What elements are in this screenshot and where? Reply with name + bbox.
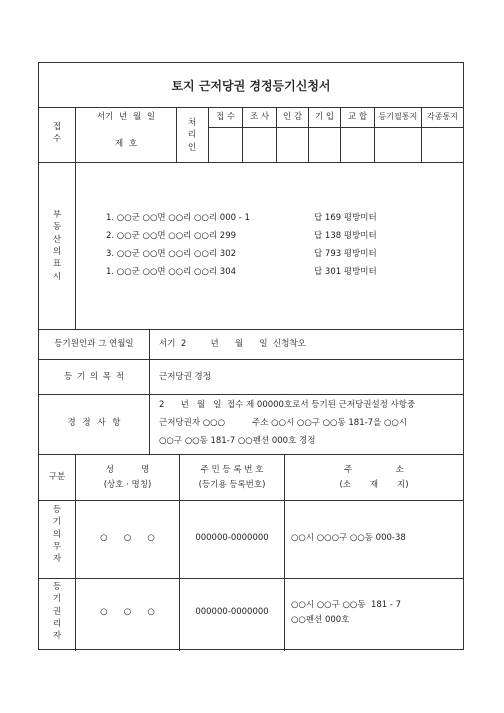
- col-inspection: 조 사: [249, 112, 270, 122]
- name-header: 성 명: [105, 465, 150, 475]
- cause-label: 등기원인과 그 연월일: [54, 339, 134, 349]
- divider: [39, 359, 463, 360]
- purpose-value: 근저당권 경정: [159, 372, 211, 382]
- correction-line: 2 년 월 일 접수 제 00000호로서 등기된 근저당권설정 사항중: [159, 400, 416, 410]
- correction-line: 근저당권자 ○○○ 주소 ○○시 ○○구 ○○동 181-7을 ○○시: [159, 418, 408, 428]
- rightholder-address: ○○시 ○○구 ○○동 181 - 7: [291, 600, 402, 610]
- divider: [149, 329, 150, 359]
- divider: [39, 162, 463, 163]
- divider: [176, 107, 177, 162]
- category-header: 구분: [48, 472, 66, 482]
- correction-line: ○○구 ○○동 181-7 ○○펜션 000호 경정: [159, 436, 316, 446]
- property-address: 2. ○○군 ○○면 ○○리 ○○리 299: [106, 231, 237, 241]
- obligor-address: ○○시 ○○○구 ○○동 000-38: [291, 533, 406, 543]
- divider: [149, 359, 150, 394]
- id-header: 주 민 등 록 번 호: [200, 465, 264, 475]
- col-various-notice: 각종통지: [427, 112, 458, 121]
- divider: [39, 394, 463, 395]
- divider: [39, 578, 463, 579]
- property-address: 3. ○○군 ○○면 ○○리 ○○리 302: [106, 249, 237, 259]
- col-collation: 교 합: [347, 112, 368, 122]
- cause-value: 서기 2 년 월 일 신청착오: [159, 339, 306, 349]
- property-address: 1. ○○군 ○○면 ○○리 ○○리 304: [106, 267, 237, 277]
- rightholder-label: 등 기 권 리 자: [52, 582, 62, 642]
- property-area: 답 301 평방미터: [314, 267, 377, 277]
- address-subheader: (소 재 지): [339, 480, 409, 490]
- reception-label: 접 수: [52, 122, 62, 145]
- col-seal: 인 감: [282, 112, 303, 122]
- rightholder-id: 000000-0000000: [195, 607, 269, 617]
- id-subheader: (등기용 등록번호): [198, 480, 266, 490]
- handler-label: 처 리 인: [187, 118, 197, 153]
- divider: [149, 394, 150, 454]
- obligor-id: 000000-0000000: [195, 533, 269, 543]
- property-label: 부 동 산 의 표 시: [52, 210, 62, 282]
- property-address: 1. ○○군 ○○면 ○○리 ○○리 000 - 1: [106, 213, 250, 223]
- obligor-label: 등 기 의 무 자: [52, 505, 62, 565]
- col-entry: 기 입: [314, 112, 335, 122]
- name-subheader: (상호 · 명칭): [103, 480, 152, 490]
- col-completion-notice: 등기필통지: [378, 112, 418, 121]
- address-header: 주 소: [344, 465, 404, 475]
- property-area: 답 169 평방미터: [314, 213, 377, 223]
- col-reception: 접 수: [215, 112, 236, 122]
- divider: [39, 107, 463, 108]
- divider: [39, 500, 463, 501]
- property-area: 답 138 평방미터: [314, 231, 377, 241]
- reception-number-label: 제 호: [114, 139, 138, 149]
- property-area: 답 793 평방미터: [314, 249, 377, 259]
- rightholder-address: ○○펜션 000호: [291, 615, 350, 625]
- reception-date-label: 서기 년 월 일: [96, 112, 156, 122]
- divider: [39, 454, 463, 455]
- registration-application-form: [38, 62, 464, 650]
- divider: [75, 162, 76, 329]
- obligor-name: ○ ○ ○: [100, 533, 155, 543]
- divider: [39, 329, 463, 330]
- form-title: 토지 근저당권 경정등기신청서: [171, 79, 331, 93]
- divider: [208, 127, 463, 128]
- rightholder-name: ○ ○ ○: [100, 607, 155, 617]
- correction-label: 경 정 사 항: [67, 418, 121, 428]
- purpose-label: 등 기 의 목 적: [64, 372, 124, 382]
